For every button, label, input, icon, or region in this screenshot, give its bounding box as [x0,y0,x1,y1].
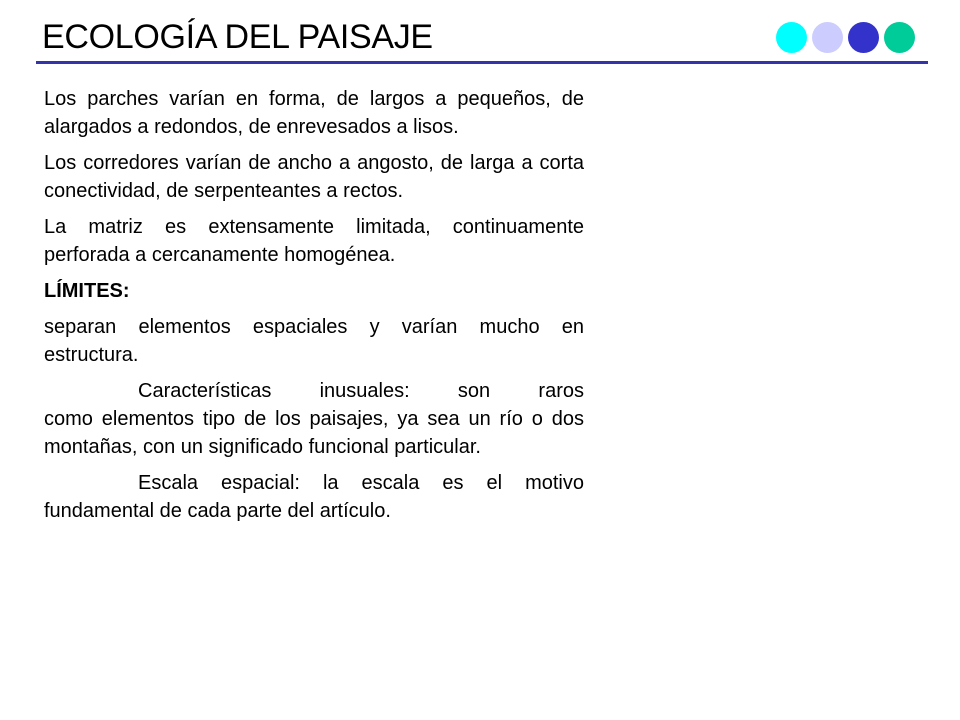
blue-dot-icon [848,22,879,53]
teal-dot-icon [884,22,915,53]
cyan-dot-icon [776,22,807,53]
paragraph-escala [44,469,584,525]
decorative-dots [776,22,915,53]
caracteristicas-first-line: Características inusuales: son raros [138,380,584,402]
lavender-dot-icon [812,22,843,53]
slide-title: ECOLOGÍA DEL PAISAJE [42,18,433,56]
escala-first-line: Escala espacial: la escala es el motivo [138,472,584,494]
paragraph-matriz: La matriz es extensamente limitada, continuamente perforada a cercanamente homogénea. [44,216,584,266]
paragraph-parches: Los parches varían en forma, de largos a pequeños, de alargados a redondos, de enrevesados a lisos. [44,88,584,138]
title-divider [36,61,928,64]
escala-rest: fundamental de cada parte del artículo. [44,500,391,522]
paragraph-corredores: Los corredores varían de ancho a angosto, de larga a corta conectividad, de serpenteantes a rectos. [44,152,584,202]
paragraph-limites: separan elementos espaciales y varían mucho en estructura. [44,316,584,366]
slide-body [44,85,584,533]
section-heading-limites: LÍMITES: [44,280,130,302]
paragraph-caracteristicas [44,377,584,461]
caracteristicas-rest: como elementos tipo de los paisajes, ya sea un río o dos montañas, con un significado funcional particular. [44,408,584,458]
